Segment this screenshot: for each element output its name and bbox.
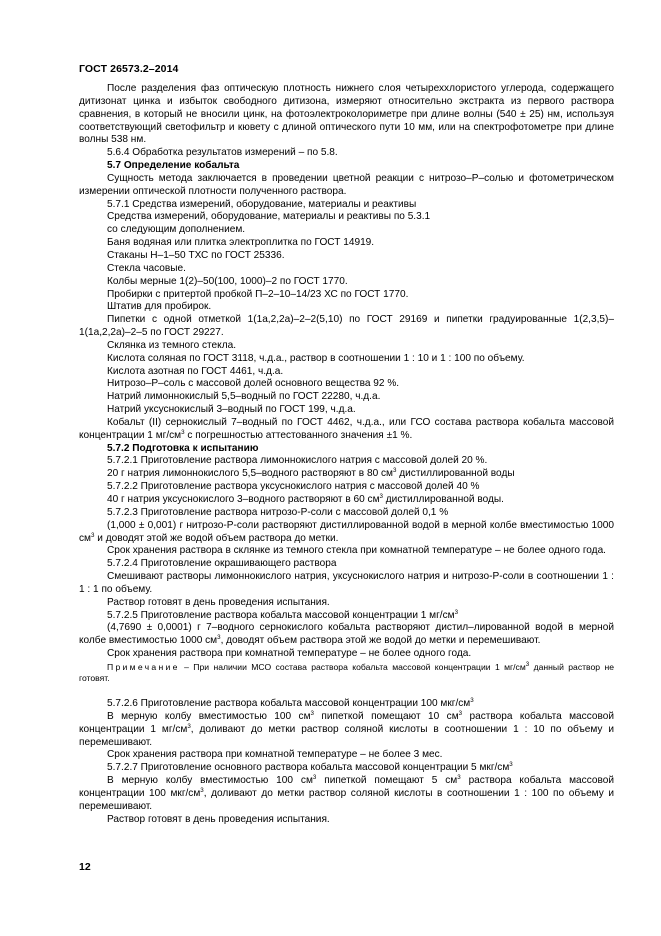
superscript: 3 — [310, 709, 314, 717]
paragraph — [79, 494, 614, 507]
text: , доливают до метки раствор соляной кислоты в соотношении 1 : 10 по объему и перемешивают. — [79, 723, 614, 748]
text: 20 г натрия лимоннокислого 5,5–водного растворяют в 80 см — [107, 468, 393, 480]
paragraph: со следующим дополнением. — [107, 224, 246, 236]
list-item: Склянка из темного стекла. — [107, 339, 237, 351]
paragraph: 5.7.2.1 Приготовление раствора лимоннокислого натрия с массовой долей 20 %. — [107, 455, 488, 467]
paragraph — [79, 762, 614, 775]
list-item: Пипетки с одной отметкой 1(1а,2,2а)–2–2(5,10) по ГОСТ 29169 и пипетки градуированные 1(2,3,5)–1(1а,2,2а)–2–5 по ГОСТ 29227. — [79, 314, 614, 339]
superscript: 3 — [91, 531, 95, 539]
text: 40 г натрия уксуснокислого 3–водного растворяют в 60 см — [107, 494, 380, 505]
paragraph: 5.7.2.3 Приготовление раствора нитрозо-Р-соли с массовой долей 0,1 % — [107, 506, 449, 518]
text: Кобальт (II) сернокислый 7–водный по ГОСТ 4462, ч.д.а., или ГСО состава раствора кобальта массовой концентрации 1 мг/см — [79, 416, 614, 441]
paragraph: 5.6.4 Обработка результатов измерений – по 5.8. — [107, 147, 338, 159]
text: дистиллированной воды — [396, 468, 515, 480]
text: и доводят этой же водой объем раствора до метки. — [94, 532, 339, 544]
paragraph: Сущность метода заключается в проведении цветной реакции с нитрозо–Р–солью и фотометрическом измерении оптической плотности полученного раствора. — [79, 172, 614, 197]
paragraph: Смешивают растворы лимоннокислого натрия, уксуснокислого натрия и нитрозо-Р-соли в соотношении 1 : 1 : 1 по объему. — [79, 571, 614, 595]
paragraph — [79, 468, 614, 481]
paragraph: Срок хранения раствора в склянке из темного стекла при комнатной температуре – не более одного года. — [107, 545, 606, 557]
paragraph: 5.7.2.2 Приготовление раствора уксуснокислого натрия с массовой долей 40 % — [107, 481, 480, 493]
paragraph — [79, 520, 614, 546]
text: 5.7.2.6 Приготовление раствора кобальта массовой концентрации 100 мкг/см — [107, 697, 471, 709]
text: (4,7690 ± 0,0001) г 7–водного сернокислого кобальта растворяют дистил–лированной водой в мерной колбе вместимостью 1000 см — [79, 622, 614, 647]
superscript: 3 — [458, 709, 463, 717]
superscript: 3 — [454, 608, 459, 616]
superscript: 3 — [312, 774, 317, 782]
text: данный раствор не готовят. — [79, 661, 614, 683]
document-body — [79, 83, 614, 826]
text: с погрешностью аттестованного значения ±1 %. — [184, 429, 413, 441]
list-item: Натрий уксуснокислый 3–водный по ГОСТ 199, ч.д.а. — [107, 404, 356, 416]
note — [79, 662, 614, 684]
text: пипеткой помещают 10 см — [314, 710, 459, 722]
paragraph — [79, 711, 614, 750]
superscript: 3 — [200, 786, 204, 794]
text: пипеткой помещают 5 см — [316, 775, 458, 787]
superscript: 3 — [525, 660, 530, 668]
list-item: Натрий лимоннокислый 5,5–водный по ГОСТ 22280, ч.д.а. — [107, 391, 381, 403]
list-item: Нитрозо–Р–соль с массовой долей основного вещества 92 %. — [107, 378, 400, 390]
section-heading-5-7-2: 5.7.2 Подготовка к испытанию — [107, 442, 259, 454]
paragraph: Раствор готовят в день проведения испытания. — [107, 596, 330, 608]
text: (1,000 ± 0,001) г нитрозо-Р-соли растворяют дистиллированной водой в мерной колбе вместимостью 1000 см — [79, 519, 614, 544]
text: раствора кобальта массовой концентрации 1 мг/см — [79, 710, 614, 735]
superscript: 3 — [379, 493, 383, 500]
list-item: Баня водяная или плитка электроплитка по ГОСТ 14919. — [107, 237, 375, 249]
superscript: 3 — [470, 696, 474, 704]
superscript: 3 — [187, 722, 191, 730]
superscript: 3 — [393, 467, 397, 475]
list-item — [79, 417, 614, 443]
text: – При наличии МСО состава раствора кобальта массовой концентрации 1 мг/см — [179, 661, 526, 672]
list-item: Штатив для пробирок. — [107, 301, 212, 313]
list-item: Кислота азотная по ГОСТ 4461, ч.д.а. — [107, 365, 284, 377]
paragraph: Средства измерений, оборудование, материалы и реактивы по 5.3.1 — [107, 211, 431, 223]
list-item: Колбы мерные 1(2)–50(100, 1000)–2 по ГОСТ 1770. — [107, 275, 348, 287]
list-item: Стекла часовые. — [107, 262, 186, 274]
text: В мерную колбу вместимостью 100 см — [107, 775, 313, 787]
paragraph: Раствор готовят в день проведения испытания. — [107, 813, 330, 825]
text: раствора кобальта массовой концентрации 100 мкг/см — [79, 775, 614, 799]
spacer — [79, 684, 614, 698]
section-heading-5-7: 5.7 Определение кобальта — [107, 160, 240, 172]
note-label: Примечание — [107, 661, 180, 672]
text: , доливают до метки раствор соляной кислоты в соотношении 1 : 100 по объему и перемешивают. — [79, 787, 614, 812]
text: , доводят объем раствора этой же водой до метки и перемешивают. — [220, 635, 541, 647]
paragraph — [79, 610, 614, 623]
paragraph: После разделения фаз оптическую плотность нижнего слоя четыреххлористого углерода, содержащего дитизонат цинка и избыток свободного дитизона, измеряют относительно экстракта из первого раствора сравнения, в который не вносили цинк, на фотоэлектроколориметре при длине волны (540 ± 25) нм, используя соответствующий светофильтр и кювету с длиной оптического пути 10 мм, или на спектрофотометре при длине волны 538 нм. — [79, 83, 614, 146]
paragraph: 5.7.1 Средства измерений, оборудование, материалы и реактивы — [107, 198, 417, 210]
text: дистиллированной воды. — [382, 494, 504, 505]
superscript: 3 — [457, 774, 461, 782]
list-item: Кислота соляная по ГОСТ 3118, ч.д.а., раствор в соотношении 1 : 10 и 1 : 100 по объему. — [107, 352, 525, 364]
text: 5.7.2.7 Приготовление основного раствора кобальта массовой концентрации 5 мкг/см — [107, 762, 510, 774]
paragraph: Срок хранения раствора при комнатной температуре – не более одного года. — [107, 648, 472, 660]
list-item: Стаканы Н–1–50 ТХС по ГОСТ 25336. — [107, 249, 285, 261]
superscript: 3 — [509, 761, 513, 769]
paragraph: 5.7.2.4 Приготовление окрашивающего раствора — [107, 558, 337, 570]
paragraph — [79, 698, 614, 711]
text: 5.7.2.5 Приготовление раствора кобальта массовой концентрации 1 мг/см — [107, 609, 455, 621]
paragraph — [79, 775, 614, 814]
document-header: ГОСТ 26573.2–2014 — [79, 63, 179, 75]
text: В мерную колбу вместимостью 100 см — [107, 710, 311, 722]
paragraph — [79, 622, 614, 648]
page-number: 12 — [79, 861, 91, 873]
superscript: 3 — [181, 428, 185, 436]
list-item: Пробирки с притертой пробкой П–2–10–14/23 ХС по ГОСТ 1770. — [107, 288, 409, 300]
paragraph: Срок хранения раствора при комнатной температуре – не более 3 мес. — [107, 749, 443, 761]
superscript: 3 — [217, 634, 221, 642]
